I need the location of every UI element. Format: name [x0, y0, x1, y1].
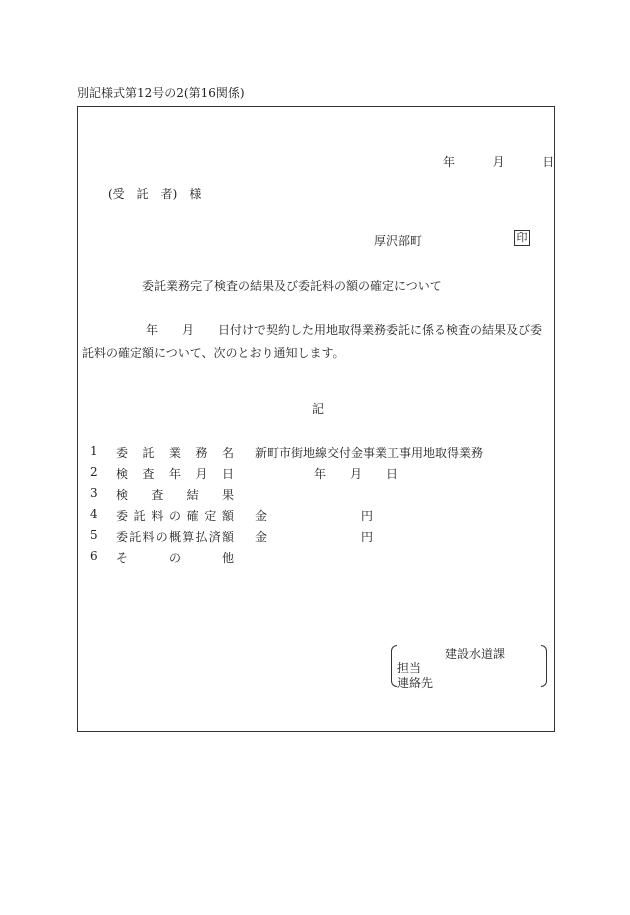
right-bracket [541, 645, 547, 687]
item-value-2: 円 [361, 509, 374, 523]
body-text-content: 年 月 日付けで契約した用地取得業務委託に係る検査の結果及び委託料の確定額について、次のとおり通知します。 [82, 323, 543, 360]
seal-mark: 印 [514, 230, 530, 246]
item-number: 3 [90, 486, 98, 500]
form-label: 別記様式第12号の2(第16関係) [77, 86, 245, 100]
item-label: 検査結果 [116, 488, 234, 502]
contact-info-label: 連絡先 [397, 676, 434, 690]
date-line [443, 153, 554, 170]
ki-heading: 記 [312, 402, 325, 416]
issuer-name: 厚沢部町 [374, 234, 423, 248]
item-label: 委託料の概算払済額 [116, 530, 234, 544]
item-label: その他 [116, 551, 234, 565]
item-value-2: 円 [361, 530, 374, 544]
item-number: 2 [90, 465, 98, 479]
item-label: 検査年月日 [116, 467, 234, 481]
contact-person-label: 担当 [397, 661, 422, 675]
item-value-2: 年 月 日 [314, 467, 399, 481]
item-value: 金 [255, 509, 268, 523]
notice-frame [77, 106, 555, 732]
item-number: 6 [90, 549, 98, 563]
item-number: 5 [90, 528, 98, 542]
item-value: 金 [255, 530, 268, 544]
body-text [82, 319, 552, 365]
item-label: 委託料の確定額 [116, 509, 234, 523]
item-number: 1 [90, 444, 98, 458]
contact-box [391, 645, 547, 689]
date-year: 年 [443, 155, 456, 169]
date-month: 月 [492, 155, 505, 169]
addressee: (受 託 者) 様 [108, 187, 202, 201]
item-label: 委託業務名 [116, 446, 234, 460]
contact-department: 建設水道課 [445, 647, 506, 661]
item-value: 新町市街地線交付金事業工事用地取得業務 [255, 446, 484, 460]
date-day: 日 [542, 155, 555, 169]
subject-title: 委託業務完了検査の結果及び委託料の額の確定について [142, 279, 442, 293]
item-number: 4 [90, 507, 98, 521]
